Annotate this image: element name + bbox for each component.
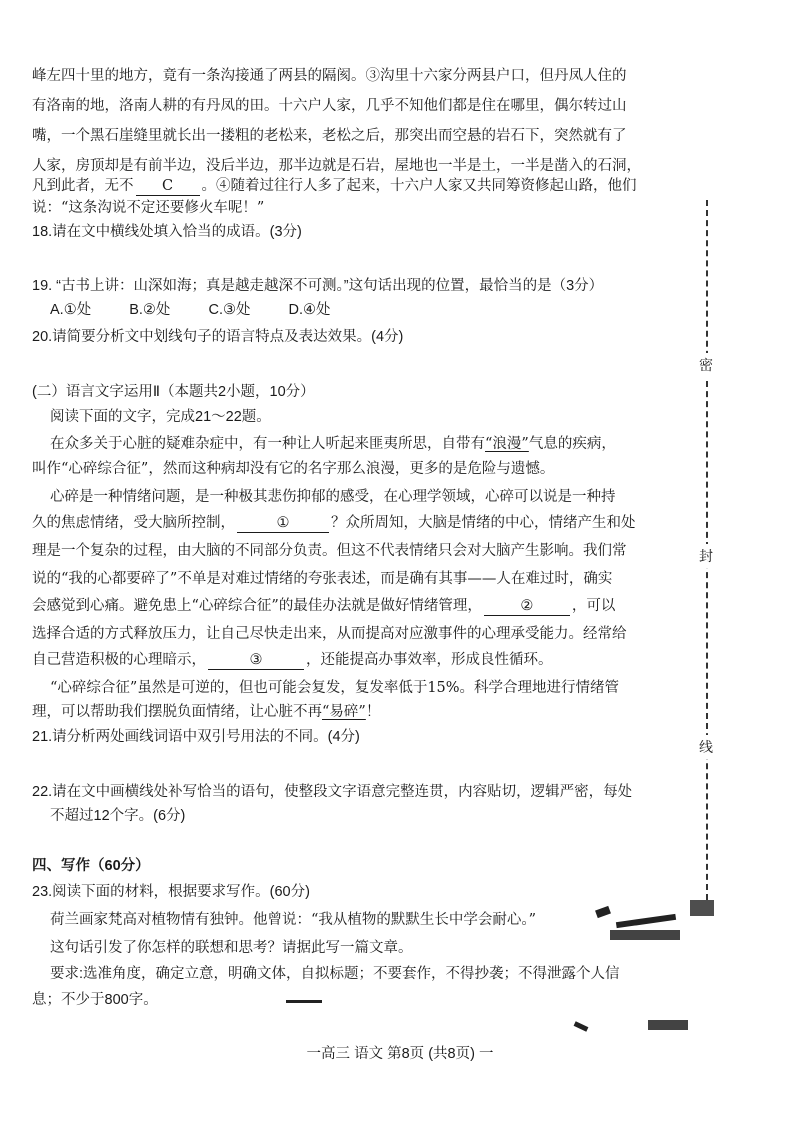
scan-smudge — [648, 1020, 688, 1030]
answer-blank-2[interactable]: ② — [484, 598, 570, 616]
binding-char-seal: 密 — [699, 353, 713, 377]
passage-text: ，可以 — [571, 598, 616, 614]
passage-line: 峰左四十里的地方，竟有一条沟接通了两县的隔阂。③沟里十六家分两县户口，但丹凤人住的 — [32, 68, 627, 84]
question-21: 21.请分析两处画线词语中双引号用法的不同。(4分) — [32, 729, 360, 745]
writing-requirements-line1: 要求:选准角度，确定立意，明确文体，自拟标题；不要套作，不得抄袭；不得泄露个人信 — [50, 966, 620, 982]
passage2-line: “心碎综合征”虽然是可逆的，但也可能会复发，复发率低于15%。科学合理地进行情绪管 — [50, 680, 620, 696]
passage-text: ？众所周知，大脑是情绪的中心，情绪产生和处 — [331, 515, 636, 531]
passage2-line — [32, 702, 380, 722]
question-18: 18.请在文中横线处填入恰当的成语。(3分) — [32, 224, 302, 240]
passage-text: 会感觉到心痛。避免患上“心碎综合征”的最佳办法就是做好情绪管理， — [32, 598, 482, 614]
passage-text: 理，可以帮助我们摆脱负面情绪，让心脏不再 — [32, 704, 322, 720]
passage-text: ，还能提高办事效率，形成良性循环。 — [306, 652, 553, 668]
binding-char-close: 封 — [699, 544, 713, 568]
scan-smudge — [286, 1000, 322, 1003]
question-22-line1: 22.请在文中画横线处补写恰当的语句，使整段文字语意完整连贯，内容贴切，逻辑严密，每处 — [32, 784, 633, 800]
passage2-line: 叫作“心碎综合征”，然而这种病却没有它的名字那么浪漫，更多的是危险与遗憾。 — [32, 461, 555, 477]
question-23: 23.阅读下面的材料，根据要求写作。(60分) — [32, 884, 310, 900]
passage-line: 人家，房顶却是有前半边，没后半边，那半边就是石岩，屋地也一半是土，一半是凿入的石洞， — [32, 158, 641, 174]
passage2-line: 说的“我的心都要碎了”不单是对难过情绪的夸张表述，而是确有其事——人在难过时，确实 — [32, 571, 613, 587]
passage2-line: 心碎是一种情绪问题，是一种极其悲伤抑郁的感受，在心理学领域，心碎可以说是一种持 — [50, 489, 616, 505]
question-19-options — [50, 300, 331, 320]
passage-text: 在众多关于心脏的疑难杂症中，有一种让人听起来匪夷所思，自带有 — [50, 436, 485, 452]
binding-char-line: 线 — [699, 735, 713, 759]
answer-blank-3[interactable]: ③ — [208, 652, 304, 670]
page-footer: 一高三 语文 第8页 (共8页) 一 — [306, 1046, 494, 1062]
passage2-line: 理是一个复杂的过程，由大脑的不同部分负责。但这不代表情绪只会对大脑产生影响。我们常 — [32, 543, 627, 559]
passage-text: ！ — [365, 704, 381, 720]
passage2-line: 选择合适的方式释放压力，让自己尽快走出来，从而提高对应激事件的心理承受能力。经常给 — [32, 626, 627, 642]
option-d[interactable]: D.④处 — [288, 302, 331, 318]
writing-material: 荷兰画家梵高对植物情有独钟。他曾说：“我从植物的默默生长中学会耐心。” — [50, 912, 537, 928]
option-b[interactable]: B.②处 — [129, 302, 171, 318]
scan-smudge — [610, 930, 680, 940]
quoted-word-romantic: “浪漫” — [485, 436, 529, 452]
question-20: 20.请简要分析文中划线句子的语言特点及表达效果。(4分) — [32, 329, 404, 345]
writing-prompt: 这句话引发了你怎样的联想和思考？请据此写一篇文章。 — [50, 940, 413, 956]
writing-requirements-line2: 息；不少于800字。 — [32, 992, 158, 1008]
scan-smudge — [595, 906, 611, 918]
section2-title: (二）语言文字运用Ⅱ（本题共2小题，10分） — [32, 384, 315, 400]
passage-line: 有洛南的地，洛南人耕的有丹凤的田。十六户人家，几乎不知他们都是住在哪里，偶尔转过山 — [32, 98, 627, 114]
answer-blank-c[interactable]: C — [136, 178, 200, 196]
question-22-line2: 不超过12个字。(6分) — [50, 808, 186, 824]
passage-line — [32, 176, 637, 196]
passage2-line — [50, 434, 616, 454]
passage-line: 嘴，一个黑石崖缝里就长出一搂粗的老松来，老松之后，那突出而空悬的岩石下，突然就有了 — [32, 128, 627, 144]
passage-text: 久的焦虑情绪，受大脑所控制， — [32, 515, 235, 531]
passage-text: 自己营造积极的心理暗示， — [32, 652, 206, 668]
passage-text: 气息的疾病， — [528, 436, 616, 452]
answer-blank-1[interactable]: ① — [237, 515, 329, 533]
passage-text: 凡到此者，无不 — [32, 178, 134, 194]
scan-smudge — [690, 900, 714, 916]
option-c[interactable]: C.③处 — [208, 302, 251, 318]
passage2-line — [32, 513, 636, 533]
passage-line: 说：“这条沟说不定还要修火车呢！” — [32, 200, 265, 216]
passage2-line — [32, 650, 553, 670]
section2-intro: 阅读下面的文字，完成21～22题。 — [50, 409, 271, 425]
passage-text: 。④随着过往行人多了起来，十六户人家又共同筹资修起山路，他们 — [201, 178, 637, 194]
quoted-word-fragile: “易碎” — [322, 704, 366, 720]
option-a[interactable]: A.①处 — [50, 302, 92, 318]
question-19-stem: 19. “古书上讲：山深如海；真是越走越深不可测。”这句话出现的位置，最恰当的是（3分） — [32, 278, 604, 294]
passage2-line — [32, 596, 615, 616]
section4-title: 四、写作（60分） — [32, 858, 150, 874]
scan-smudge — [574, 1021, 589, 1031]
scan-smudge — [616, 914, 676, 928]
